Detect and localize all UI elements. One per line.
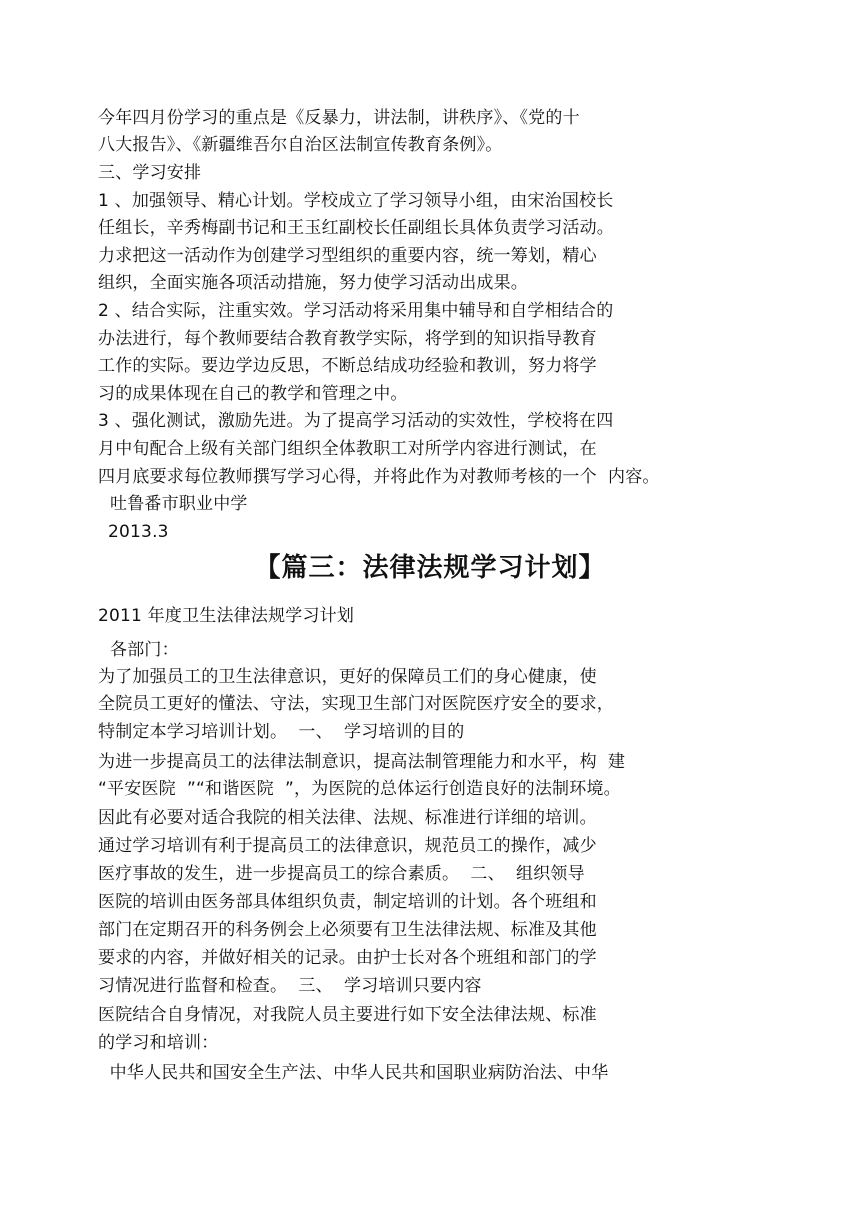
text-line: 医疗事故的发生，进一步提高员工的综合素质。 二、 组织领导 <box>98 864 585 884</box>
text-line: 办法进行，每个教师要结合教育教学实际，将学到的知识指导教育 <box>98 329 597 349</box>
section-heading: 三、学习安排 <box>98 163 202 183</box>
text-line: 八大报告》、《新疆维吾尔自治区法制宣传教育条例》。 <box>98 135 503 155</box>
text-line: 习的成果体现在自己的教学和管理之中。 <box>98 384 408 404</box>
text-line: 今年四月份学习的重点是《反暴力，讲法制，讲秩序》、《党的十 <box>98 108 580 128</box>
text-line: 1 、加强领导、精心计划。学校成立了学习领导小组，由宋治国校长 <box>98 191 614 211</box>
school-signature: 吐鲁番市职业中学 <box>110 494 248 514</box>
signature-date: 2013.3 <box>108 522 169 542</box>
text-line: 月中旬配合上级有关部门组织全体教职工对所学内容进行测试，在 <box>98 439 597 459</box>
salutation: 各部门： <box>110 640 179 660</box>
text-line: 为进一步提高员工的法律法制意识，提高法制管理能力和水平，构 建 <box>98 752 626 772</box>
text-line: 的学习和培训： <box>98 1033 219 1053</box>
text-line: 四月底要求每位教师撰写学习心得，并将此作为对教师考核的一个 内容。 <box>98 467 660 487</box>
text-line: 因此有必要对适合我院的相关法律、法规、标准进行详细的培训。 <box>98 808 597 828</box>
plan-title: 2011 年度卫生法律法规学习计划 <box>98 606 355 626</box>
text-line: 特制定本学习培训计划。 一、 学习培训的目的 <box>98 722 465 742</box>
text-line: 2 、结合实际，注重实效。学习活动将采用集中辅导和自学相结合的 <box>98 301 614 321</box>
text-line: 力求把这一活动作为创建学习型组织的重要内容，统一筹划，精心 <box>98 246 597 266</box>
text-line: 3 、强化测试，激励先进。为了提高学习活动的实效性，学校将在四 <box>98 411 614 431</box>
text-line: 任组长，辛秀梅副书记和王玉红副校长任副组长具体负责学习活动。 <box>98 218 614 238</box>
text-line: 为了加强员工的卫生法律意识，更好的保障员工们的身心健康，使 <box>98 667 597 687</box>
text-line: 组织，全面实施各项活动措施，努力使学习活动出成果。 <box>98 273 528 293</box>
text-line: 要求的内容，并做好相关的记录。由护士长对各个班组和部门的学 <box>98 948 597 968</box>
text-line: 中华人民共和国安全生产法、中华人民共和国职业病防治法、中华 <box>104 1063 609 1083</box>
text-line: 习情况进行监督和检查。 三、 学习培训只要内容 <box>98 976 482 996</box>
text-line: 医院的培训由医务部具体组织负责，制定培训的计划。各个班组和 <box>98 892 597 912</box>
text-line: 医院结合自身情况，对我院人员主要进行如下安全法律法规、标准 <box>98 1005 597 1025</box>
text-line: 部门在定期召开的科务例会上必须要有卫生法律法规、标准及其他 <box>98 920 597 940</box>
text-line: 工作的实际。要边学边反思，不断总结成功经验和教训，努力将学 <box>98 356 597 376</box>
text-line: 全院员工更好的懂法、守法，实现卫生部门对医院医疗安全的要求， <box>98 694 614 714</box>
text-line: “平安医院 ”“和谐医院 ”，为医院的总体运行创造良好的法制环境。 <box>98 779 621 799</box>
section-title: 【篇三：法律法规学习计划】 <box>254 553 606 583</box>
text-line: 通过学习培训有利于提高员工的法律意识，规范员工的操作，减少 <box>98 836 597 856</box>
